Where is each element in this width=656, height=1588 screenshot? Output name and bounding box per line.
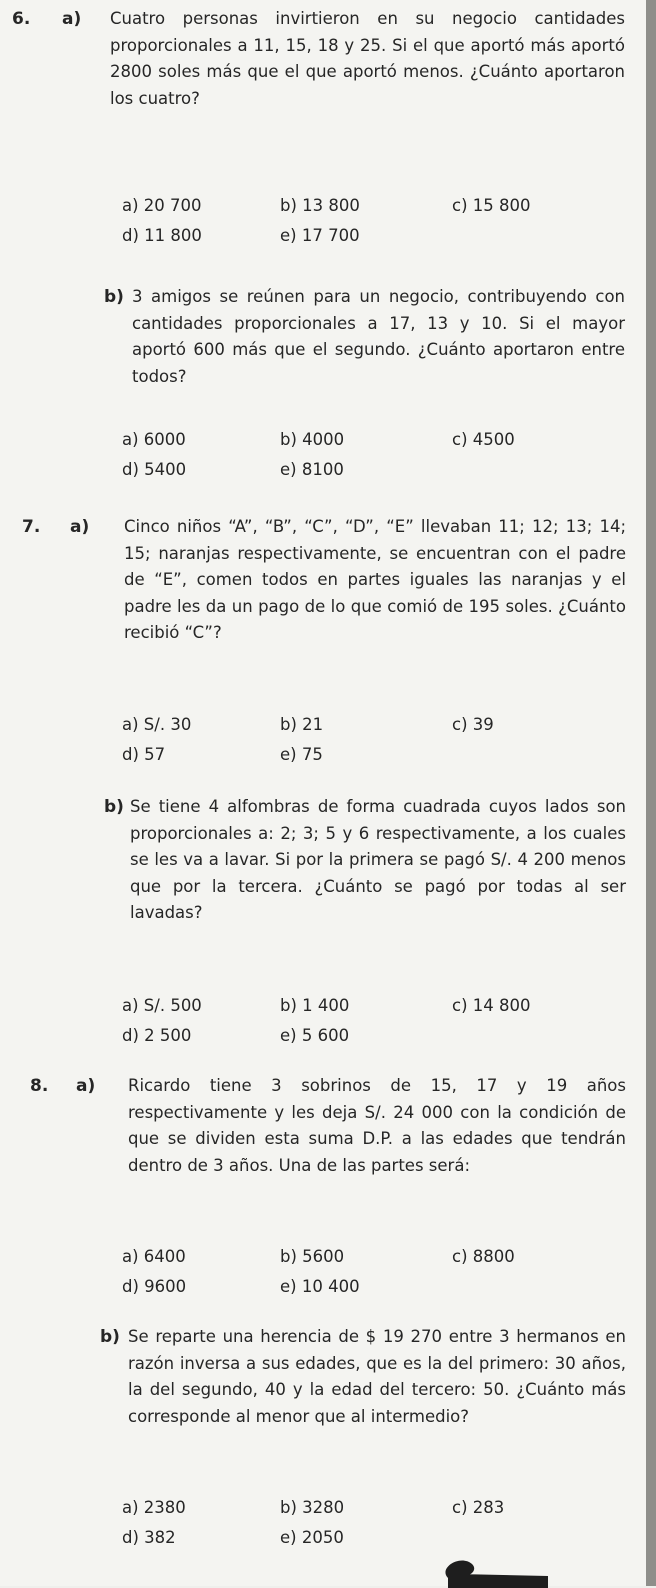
ink-mark-icon: [430, 1548, 550, 1588]
option-c: c) 283: [452, 1498, 505, 1517]
option-a: a) 6400: [122, 1247, 186, 1266]
option-a: a) S/. 30: [122, 715, 192, 734]
option-e: e) 8100: [280, 460, 344, 479]
option-c: c) 8800: [452, 1247, 515, 1266]
option-b: b) 1 400: [280, 996, 350, 1015]
problem-letter: a): [62, 9, 82, 29]
problem-letter: a): [70, 517, 90, 537]
problem-statement: Se tiene 4 alfombras de forma cuadrada cuyos lados son proporcionales a: 2; 3; 5 y 6 respectivamente, a los cuales se les va a lavar. Si por la primera se pagó S/. 4 200 menos que por la tercera. ¿Cuánto se pagó por todas al ser lavadas?: [130, 797, 626, 922]
problem-letter: b): [100, 1327, 120, 1347]
option-a: a) 20 700: [122, 196, 202, 215]
option-d: d) 57: [122, 745, 166, 764]
option-e: e) 17 700: [280, 226, 360, 245]
problem-letter: b): [104, 797, 124, 817]
option-e: e) 2050: [280, 1528, 344, 1547]
problem-number: 6.: [12, 9, 31, 29]
option-d: d) 2 500: [122, 1026, 192, 1045]
problem-statement: 3 amigos se reúnen para un negocio, contribuyendo con cantidades proporcionales a 17, 13 y 10. Si el mayor aportó 600 más que el segundo. ¿Cuánto aportaron entre todos?: [132, 287, 625, 386]
option-a: a) 2380: [122, 1498, 186, 1517]
option-b: b) 13 800: [280, 196, 360, 215]
problem-statement: Ricardo tiene 3 sobrinos de 15, 17 y 19 años respectivamente y les deja S/. 24 000 con la condición de que se dividen esta suma D.P. a las edades que tendrán dentro de 3 años. Una de las partes será:: [128, 1076, 626, 1175]
page-edge: [646, 0, 656, 1586]
option-c: c) 4500: [452, 430, 515, 449]
option-b: b) 3280: [280, 1498, 345, 1517]
problem-letter: b): [104, 287, 124, 307]
option-c: c) 15 800: [452, 196, 531, 215]
option-d: d) 11 800: [122, 226, 202, 245]
option-a: a) 6000: [122, 430, 186, 449]
problem-letter: a): [76, 1076, 96, 1096]
option-e: e) 5 600: [280, 1026, 350, 1045]
option-d: d) 9600: [122, 1277, 187, 1296]
option-d: d) 382: [122, 1528, 176, 1547]
problem-number: 7.: [22, 517, 41, 537]
problem-number: 8.: [30, 1076, 49, 1096]
option-c: c) 39: [452, 715, 494, 734]
option-a: a) S/. 500: [122, 996, 202, 1015]
option-b: b) 21: [280, 715, 324, 734]
option-d: d) 5400: [122, 460, 187, 479]
problem-statement: Cuatro personas invirtieron en su negocio cantidades proporcionales a 11, 15, 18 y 25. Si el que aportó más aportó 2800 soles más que el que aportó menos. ¿Cuánto aportaron los cuatro?: [110, 9, 625, 108]
option-b: b) 4000: [280, 430, 345, 449]
option-b: b) 5600: [280, 1247, 345, 1266]
problem-statement: Se reparte una herencia de $ 19 270 entre 3 hermanos en razón inversa a sus edades, que es la del primero: 30 años, la del segundo, 40 y la edad del tercero: 50. ¿Cuánto más corresponde al menor que al intermedio?: [128, 1327, 626, 1426]
option-c: c) 14 800: [452, 996, 531, 1015]
option-e: e) 10 400: [280, 1277, 360, 1296]
option-e: e) 75: [280, 745, 323, 764]
problem-statement: Cinco niños “A”, “B”, “C”, “D”, “E” llevaban 11; 12; 13; 14; 15; naranjas respectivamente, se encuentran con el padre de “E”, comen todos en partes iguales las naranjas y el padre les da un pago de lo que comió de 195 soles. ¿Cuánto recibió “C”?: [124, 517, 626, 642]
